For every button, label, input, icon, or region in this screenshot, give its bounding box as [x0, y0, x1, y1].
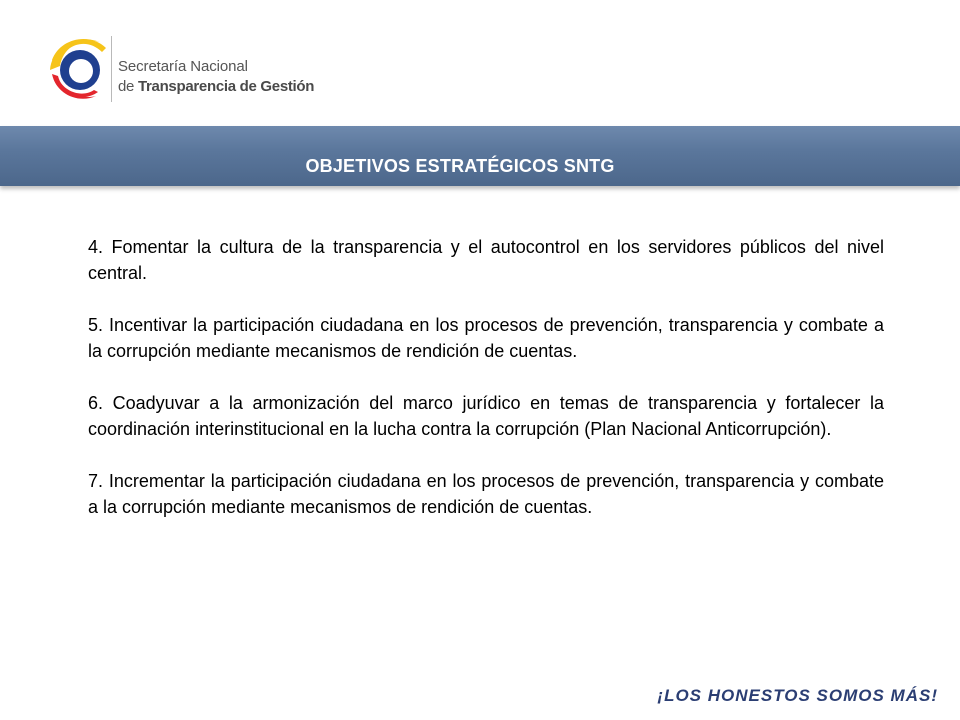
- objective-item-5: 5. Incentivar la participación ciudadana en los procesos de prevención, transparencia y combate a la corrupción mediante mecanismos de rendición de cuentas.: [88, 315, 884, 361]
- objective-item-6: 6. Coadyuvar a la armonización del marco jurídico en temas de transparencia y fortalecer la coordinación interinstitucional en la lucha contra la corrupción (Plan Nacional Anticorrupción).: [88, 393, 884, 439]
- objective-item-4: 4. Fomentar la cultura de la transparencia y el autocontrol en los servidores públicos del nivel central.: [88, 237, 884, 283]
- institution-logo: [44, 30, 334, 110]
- logo-text-strong: Transparencia de Gestión: [137, 78, 315, 95]
- logo-text-prefix: de: [118, 78, 138, 95]
- logo-text-line1: Secretaría Nacional: [118, 58, 248, 75]
- objective-item-7: 7. Incrementar la participación ciudadana en los procesos de prevención, transparencia y combate a la corrupción mediante mecanismos de rendición de cuentas.: [88, 471, 884, 517]
- eye-emblem-icon: [44, 30, 116, 104]
- logo-text-line2: [118, 78, 314, 95]
- logo-divider: [111, 36, 112, 102]
- objectives-list: [88, 234, 884, 546]
- slide-title: OBJETIVOS ESTRATÉGICOS SNTG: [305, 156, 615, 176]
- slogan: ¡LOS HONESTOS SOMOS MÁS!: [657, 686, 938, 705]
